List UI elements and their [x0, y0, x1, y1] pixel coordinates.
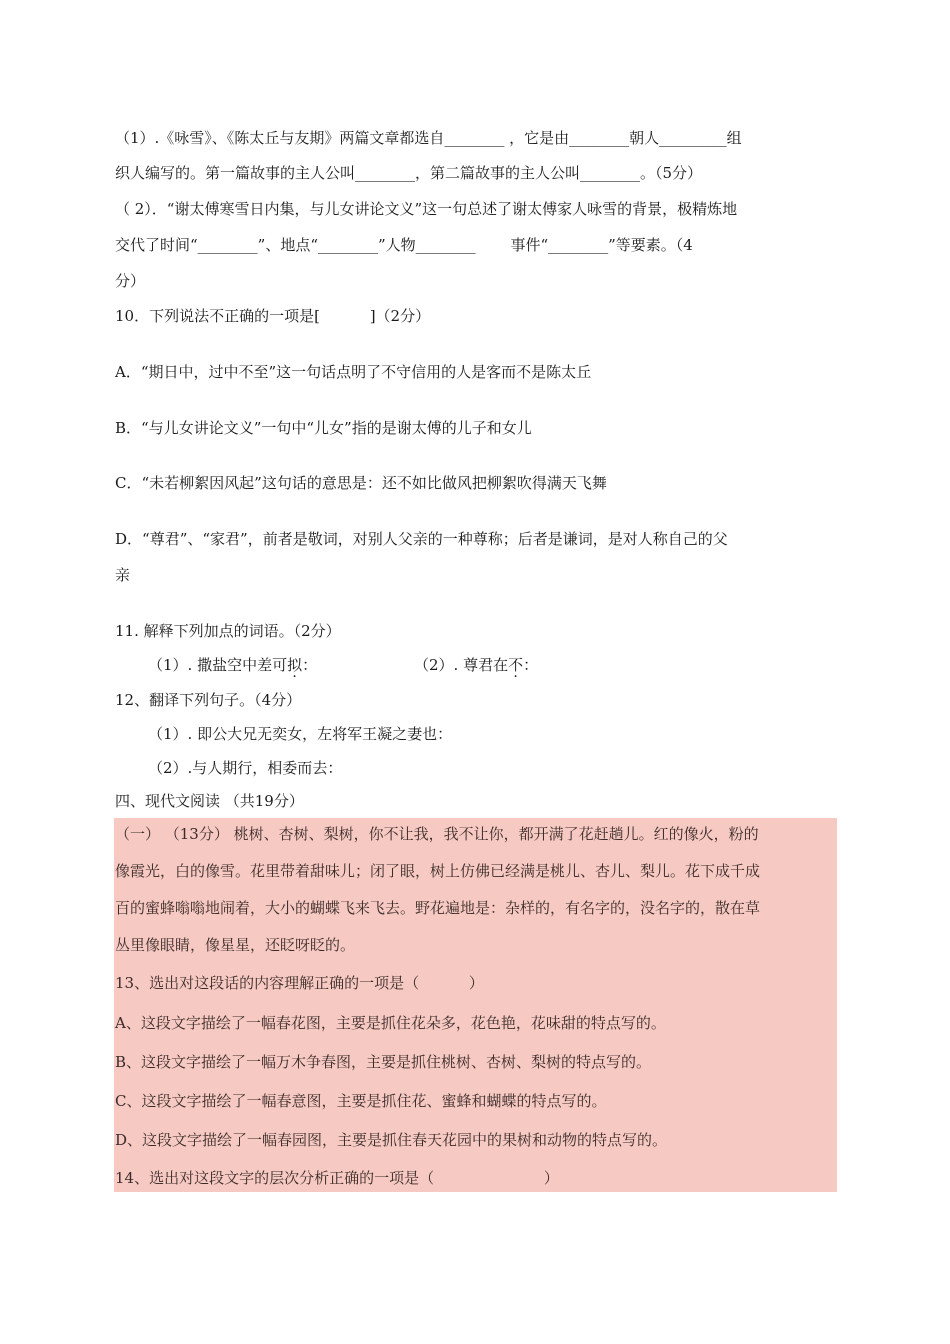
q12-title: 12、翻译下列句子。（4分）: [115, 691, 302, 709]
q10-option-c: C．“未若柳絮因风起”这句话的意思是：还不如比做风把柳絮吹得满天飞舞: [115, 474, 607, 492]
passage-line1: （一） （13分） 桃树、杏树、梨树，你不让我，我不让你，都开满了花赶趟儿。红的像火，粉的: [115, 825, 759, 843]
q13-option-d: D、这段文字描绘了一幅春园图，主要是抓住春天花园中的果树和动物的特点写的。: [115, 1131, 668, 1149]
q9-part2-line3: 分）: [115, 272, 146, 290]
q10-title: 10．下列说法不正确的一项是[ ]（2分）: [115, 307, 431, 325]
q13-option-c: C、这段文字描绘了一幅春意图，主要是抓住花、蜜蜂和蝴蝶的特点写的。: [115, 1092, 607, 1110]
q9-part1-line1: （1）.《咏雪》、《陈太丘与友期》两篇文章都选自________ ，它是由________朝人_________组: [115, 129, 742, 147]
q13-title: 13、选出对这段话的内容理解正确的一项是（ ）: [115, 974, 484, 992]
q9-part2-line2: 交代了时间“________”、地点“________”人物________ 事件“________”等要素。（4: [115, 236, 693, 254]
q10-option-b: B．“与儿女讲论文义”一句中“儿女”指的是谢太傅的儿子和女儿: [115, 419, 532, 437]
q12-item2: （2）.与人期行，相委而去：: [148, 759, 343, 777]
passage-line4: 丛里像眼睛，像星星，还眨呀眨的。: [115, 936, 356, 954]
q11-item2-prefix: （2）. 尊君在: [414, 656, 509, 674]
q11-item2: [414, 655, 538, 675]
q10-option-d-line1: D．“尊君”、“家君”，前者是敬词，对别人父亲的一种尊称；后者是谦词，是对人称自己的父: [115, 530, 728, 548]
passage-line2: 像霞光，白的像雪。花里带着甜味儿；闭了眼，树上仿佛已经满是桃儿、杏儿、梨儿。花下成千成: [115, 862, 761, 880]
q11-item2-dotted-word: 不: [508, 656, 524, 674]
q13-option-b: B、这段文字描绘了一幅万木争春图，主要是抓住桃树、杏树、梨树的特点写的。: [115, 1053, 652, 1071]
q14-title: 14、选出对这段文字的层次分析正确的一项是（ ）: [115, 1169, 559, 1187]
q11-item1: [148, 655, 317, 675]
q10-option-a: A．“期日中，过中不至”这一句话点明了不守信用的人是客而不是陈太丘: [115, 363, 592, 381]
passage-line3: 百的蜜蜂嗡嗡地闹着，大小的蝴蝶飞来飞去。野花遍地是：杂样的，有名字的，没名字的，散在草: [115, 899, 761, 917]
q11-item1-suffix: ：: [302, 656, 318, 674]
q13-option-a: A、这段文字描绘了一幅春花图，主要是抓住花朵多，花色艳，花味甜的特点写的。: [115, 1014, 666, 1032]
section4-title: 四、现代文阅读 （共19分）: [115, 792, 304, 810]
q9-part1-line2: 织人编写的。第一篇故事的主人公叫________，第二篇故事的主人公叫________。（5分）: [115, 164, 703, 182]
q12-item1: （1）. 即公大兄无奕女，左将军王凝之妻也：: [148, 725, 453, 743]
q11-item1-dotted-word: 拟: [287, 656, 303, 674]
q11-item2-suffix: ：: [523, 656, 539, 674]
q10-option-d-line2: 亲: [115, 566, 131, 584]
q11-item1-prefix: （1）. 撒盐空中差可: [148, 656, 288, 674]
q9-part2-line1: （ 2）．“谢太傅寒雪日内集，与儿女讲论文义”这一句总述了谢太傅家人咏雪的背景，极精炼地: [115, 200, 738, 218]
q11-title: 11. 解释下列加点的词语。（2分）: [115, 622, 341, 640]
